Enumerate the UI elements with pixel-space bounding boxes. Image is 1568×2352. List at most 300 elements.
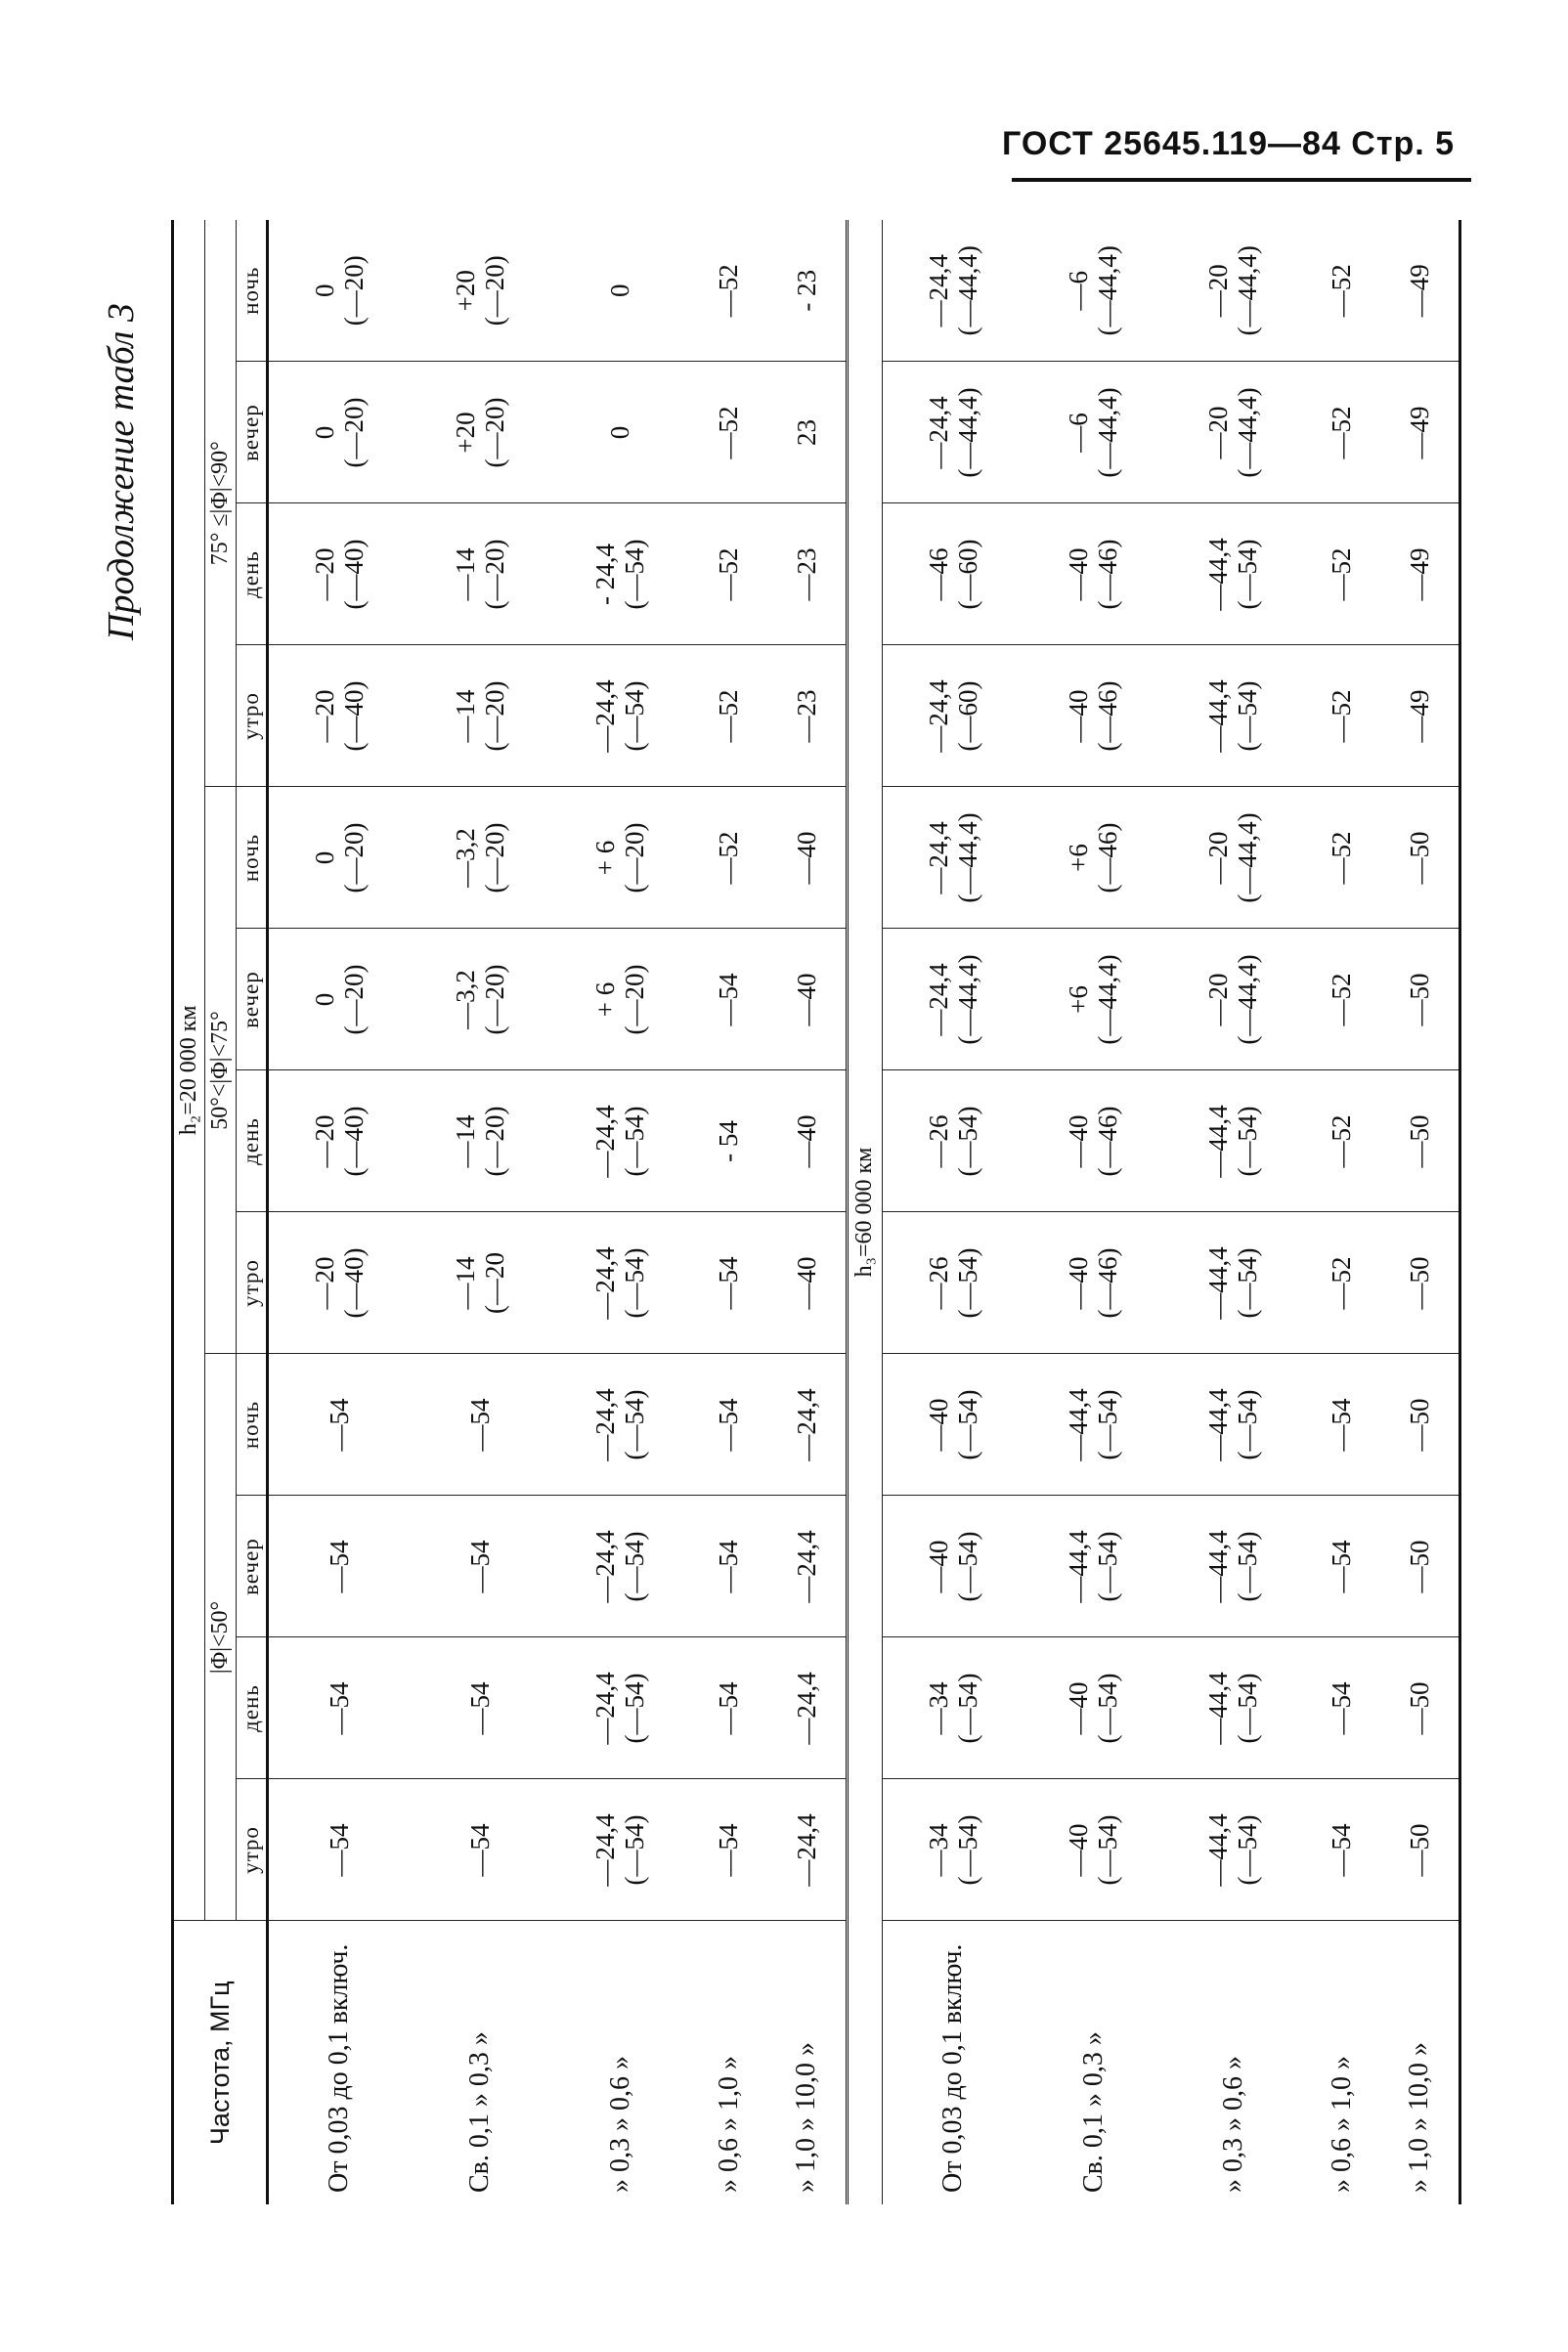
value-main: —54 — [324, 1681, 354, 1735]
value-main: —54 — [714, 1823, 744, 1877]
value-cell — [766, 220, 847, 362]
value-cell — [1024, 1212, 1163, 1354]
value-paren: (—40) — [339, 1247, 370, 1319]
value-main: - 54 — [714, 1120, 744, 1162]
value-paren: (—20) — [480, 680, 510, 752]
value-cell — [690, 362, 767, 503]
value-cell — [690, 1070, 767, 1212]
value-main: —40 — [791, 1114, 821, 1168]
value-main: + 6 — [590, 981, 621, 1018]
value-paren: (—40) — [339, 1106, 370, 1177]
value-main: —24,4 — [791, 1388, 821, 1461]
frequency-cell: » 0,3 » 0,6 » — [1217, 2056, 1248, 2193]
value-main: —54 — [714, 973, 744, 1026]
data-table — [171, 220, 1461, 2204]
value-main: —24,4 — [791, 1813, 821, 1887]
value-paren: (—44,4) — [952, 245, 982, 336]
value-cell — [1163, 503, 1303, 645]
value-main: —54 — [465, 1823, 496, 1877]
value-cell — [550, 929, 690, 1070]
value-main: 0 — [309, 992, 339, 1007]
value-cell — [550, 1212, 690, 1354]
value-paren: (—40) — [339, 680, 370, 752]
value-main: —54 — [1327, 1681, 1357, 1735]
value-cell — [550, 503, 690, 645]
value-cell — [411, 929, 550, 1070]
value-cell — [1163, 645, 1303, 787]
value-paren: (—54) — [620, 1106, 650, 1177]
value-cell — [1024, 929, 1163, 1070]
value-cell — [690, 787, 767, 929]
value-cell — [1303, 1212, 1380, 1354]
band-header-row — [204, 220, 236, 2204]
value-main: —24,4 — [923, 963, 953, 1036]
value-cell — [411, 787, 550, 929]
value-cell — [411, 1496, 550, 1637]
value-main: —6 — [1064, 271, 1094, 311]
value-paren: (—54) — [620, 1673, 650, 1744]
value-main: —44,4 — [1064, 1388, 1094, 1461]
value-main: —34 — [923, 1823, 953, 1877]
value-cell — [1163, 1212, 1303, 1354]
value-cell — [1380, 503, 1460, 645]
value-cell — [766, 1637, 847, 1779]
value-main: —46 — [923, 547, 953, 601]
value-main: —40 — [1064, 1114, 1094, 1168]
table-row — [1024, 220, 1163, 2204]
value-main: —54 — [324, 1823, 354, 1877]
value-main: —54 — [324, 1540, 354, 1593]
value-main: —50 — [1404, 1540, 1434, 1593]
page-header-text: ГОСТ 25645.119—84 Стр. 5 — [1002, 125, 1456, 162]
value-main: +20 — [450, 412, 480, 454]
value-main: —20 — [309, 547, 339, 601]
value-main: —50 — [1404, 1681, 1434, 1735]
value-main: —20 — [309, 1114, 339, 1168]
value-paren: (—40) — [339, 539, 370, 610]
value-main: —3,2 — [450, 828, 480, 888]
time-header: утро — [236, 1212, 267, 1354]
value-main: 0 — [309, 425, 339, 440]
value-main: —50 — [1404, 1398, 1434, 1452]
value-cell — [1163, 929, 1303, 1070]
value-cell — [1163, 787, 1303, 929]
value-paren: (—54) — [952, 1531, 982, 1602]
value-cell — [1024, 787, 1163, 929]
value-main: —40 — [791, 973, 821, 1026]
value-main: —14 — [450, 1256, 480, 1310]
value-cell — [550, 787, 690, 929]
value-main: —40 — [1064, 1823, 1094, 1877]
value-paren: (—54) — [620, 680, 650, 752]
value-main: —14 — [450, 1114, 480, 1168]
value-cell — [1303, 1496, 1380, 1637]
value-cell — [766, 1496, 847, 1637]
table-row — [882, 220, 1023, 2204]
time-header: день — [236, 1637, 267, 1779]
value-main: 23 — [791, 419, 821, 446]
frequency-cell: » 0,6 » 1,0 » — [713, 2056, 744, 2193]
value-cell — [267, 220, 411, 362]
value-cell — [690, 929, 767, 1070]
value-main: —52 — [714, 689, 744, 743]
value-main: —54 — [465, 1540, 496, 1593]
value-cell — [1303, 1354, 1380, 1496]
value-paren: (—54) — [620, 1389, 650, 1460]
time-header: вечер — [236, 362, 267, 503]
value-main: —50 — [1404, 1256, 1434, 1310]
value-main: —40 — [1064, 1681, 1094, 1735]
value-main: —54 — [714, 1540, 744, 1593]
frequency-cell: » 0,6 » 1,0 » — [1326, 2056, 1357, 2193]
value-main: —20 — [1203, 264, 1234, 318]
value-main: —6 — [1064, 413, 1094, 453]
value-cell — [766, 362, 847, 503]
value-main: —54 — [1327, 1398, 1357, 1452]
value-cell — [882, 1070, 1023, 1212]
value-paren: (—44,4) — [1093, 954, 1123, 1045]
value-cell — [766, 929, 847, 1070]
value-paren: (—20) — [480, 964, 510, 1035]
value-paren: (—54) — [1233, 680, 1263, 752]
value-main: —52 — [1327, 831, 1357, 885]
value-main: +6 — [1064, 844, 1094, 872]
value-cell — [550, 1070, 690, 1212]
table-body — [267, 220, 1460, 2204]
value-cell — [411, 645, 550, 787]
value-paren: (—60) — [952, 539, 982, 610]
value-main: —40 — [1064, 547, 1094, 601]
value-cell — [267, 1212, 411, 1354]
value-main: —40 — [1064, 689, 1094, 743]
value-main: —54 — [714, 1398, 744, 1452]
value-cell — [882, 1779, 1023, 1921]
value-main: —52 — [714, 547, 744, 601]
header-rule — [1012, 178, 1471, 182]
value-main: —24,4 — [791, 1672, 821, 1745]
value-main: —24,4 — [923, 396, 953, 469]
value-main: —44,4 — [1203, 1105, 1234, 1178]
time-header: вечер — [236, 1496, 267, 1637]
value-cell — [1380, 1212, 1460, 1354]
value-paren: (—44,4) — [1233, 812, 1263, 903]
value-main: —20 — [1203, 406, 1234, 459]
value-cell — [882, 220, 1023, 362]
time-header: ночь — [236, 220, 267, 362]
value-main: —40 — [923, 1540, 953, 1593]
value-main: —20 — [1203, 973, 1234, 1026]
value-cell — [550, 1637, 690, 1779]
value-cell — [1024, 220, 1163, 362]
value-paren: (—54) — [1233, 1814, 1263, 1886]
time-header: утро — [236, 1779, 267, 1921]
value-cell — [1303, 1637, 1380, 1779]
time-header: день — [236, 503, 267, 645]
table-row — [550, 220, 690, 2204]
time-header: утро — [236, 645, 267, 787]
value-cell — [690, 1212, 767, 1354]
value-cell — [411, 362, 550, 503]
section-title-row — [847, 220, 882, 2204]
value-cell — [267, 503, 411, 645]
value-main: —24,4 — [791, 1530, 821, 1603]
value-cell — [1303, 1779, 1380, 1921]
value-cell — [1303, 929, 1380, 1070]
value-main: —23 — [791, 547, 821, 601]
value-paren: (—54) — [1093, 1673, 1123, 1744]
value-cell — [267, 1070, 411, 1212]
value-paren: (—44,4) — [1233, 954, 1263, 1045]
value-cell — [1024, 1070, 1163, 1212]
value-main: —24,4 — [923, 679, 953, 753]
value-paren: (—20) — [620, 822, 650, 893]
value-main: —24,4 — [590, 1530, 621, 1603]
section-title: h₂=20 000 км — [173, 220, 205, 1921]
value-cell — [882, 362, 1023, 503]
section-title: h₃=60 000 км — [847, 220, 882, 2204]
value-main: —49 — [1404, 689, 1434, 743]
value-cell — [690, 1779, 767, 1921]
value-cell — [411, 1637, 550, 1779]
value-paren: (—54) — [1093, 1531, 1123, 1602]
value-cell — [1163, 1496, 1303, 1637]
value-main: —44,4 — [1203, 1530, 1234, 1603]
value-cell — [267, 1779, 411, 1921]
value-main: —34 — [923, 1681, 953, 1735]
value-paren: (—54) — [1233, 1673, 1263, 1744]
value-main: 0 — [605, 425, 635, 440]
value-main: —54 — [714, 1256, 744, 1310]
value-paren: (—20) — [480, 397, 510, 468]
value-cell — [766, 1070, 847, 1212]
value-cell — [690, 1637, 767, 1779]
value-cell — [882, 645, 1023, 787]
time-header: вечер — [236, 929, 267, 1070]
band-header: |Φ|<50° — [204, 1354, 236, 1921]
value-main: —50 — [1404, 1114, 1434, 1168]
value-cell — [267, 929, 411, 1070]
value-cell — [267, 787, 411, 929]
page-header — [1002, 125, 1471, 194]
value-cell — [411, 1212, 550, 1354]
table-row — [766, 220, 847, 2204]
value-cell — [1380, 645, 1460, 787]
frequency-cell: » 1,0 » 10,0 » — [790, 2042, 821, 2193]
time-header: день — [236, 1070, 267, 1212]
value-paren: (—54) — [1093, 1814, 1123, 1886]
value-cell — [267, 1496, 411, 1637]
value-cell — [766, 1212, 847, 1354]
value-paren: (—44,4) — [1233, 245, 1263, 336]
value-paren: (—54) — [620, 539, 650, 610]
value-main: —54 — [465, 1681, 496, 1735]
value-cell — [1380, 1637, 1460, 1779]
value-main: —24,4 — [590, 679, 621, 753]
value-paren: (—44,4) — [952, 954, 982, 1045]
value-paren: (—20) — [480, 539, 510, 610]
value-cell — [1303, 362, 1380, 503]
value-main: —44,4 — [1203, 538, 1234, 611]
value-cell — [411, 1070, 550, 1212]
value-paren: (—54) — [1233, 1531, 1263, 1602]
value-paren: (—54) — [1233, 1247, 1263, 1319]
value-main: —24,4 — [590, 1672, 621, 1745]
frequency-cell: » 1,0 » 10,0 » — [1380, 1921, 1460, 2204]
value-paren: (—20) — [620, 964, 650, 1035]
value-main: —24,4 — [590, 1813, 621, 1887]
value-cell — [550, 1496, 690, 1637]
value-main: —52 — [714, 264, 744, 318]
value-paren: (—44,4) — [1233, 387, 1263, 478]
band-header: 50°<|Φ|<75° — [204, 787, 236, 1354]
value-main: —44,4 — [1203, 1813, 1234, 1887]
value-main: —44,4 — [1064, 1530, 1094, 1603]
value-paren: (—54) — [952, 1673, 982, 1744]
value-paren: (—46) — [1093, 539, 1123, 610]
value-cell — [1163, 220, 1303, 362]
value-cell — [267, 645, 411, 787]
value-main: —23 — [791, 689, 821, 743]
value-paren: (—20) — [480, 255, 510, 327]
value-paren: (—44,4) — [1093, 387, 1123, 478]
value-main: —26 — [923, 1114, 953, 1168]
value-cell — [882, 1637, 1023, 1779]
value-paren: (—20) — [339, 397, 370, 468]
value-main: —52 — [714, 406, 744, 459]
value-main: —54 — [465, 1398, 496, 1452]
value-paren: (—54) — [1093, 1389, 1123, 1460]
value-cell — [1380, 1354, 1460, 1496]
value-paren: (—44,4) — [1093, 245, 1123, 336]
value-cell — [411, 1779, 550, 1921]
value-paren: (—54) — [952, 1106, 982, 1177]
value-cell — [766, 787, 847, 929]
value-main: —24,4 — [923, 254, 953, 327]
table-row — [1163, 220, 1303, 2204]
value-main: —52 — [1327, 406, 1357, 459]
value-cell — [550, 1354, 690, 1496]
value-main: —44,4 — [1203, 1388, 1234, 1461]
value-paren: (—20 — [480, 1252, 510, 1314]
value-cell — [766, 1354, 847, 1496]
value-main: —20 — [309, 1256, 339, 1310]
value-cell — [1380, 1496, 1460, 1637]
value-main: —40 — [791, 1256, 821, 1310]
time-header: ночь — [236, 787, 267, 929]
value-cell — [1163, 362, 1303, 503]
value-paren: (—54) — [1233, 1389, 1263, 1460]
value-cell — [1303, 1070, 1380, 1212]
value-paren: (—20) — [339, 255, 370, 327]
value-main: —24,4 — [590, 1246, 621, 1320]
value-cell — [1163, 1779, 1303, 1921]
table-row — [267, 220, 411, 2204]
value-cell — [690, 1496, 767, 1637]
value-cell — [1024, 645, 1163, 787]
value-main: +6 — [1064, 985, 1094, 1014]
value-main: - 23 — [791, 269, 821, 312]
value-main: —52 — [714, 831, 744, 885]
value-paren: (—60) — [952, 680, 982, 752]
value-cell — [1024, 1779, 1163, 1921]
value-paren: (—46) — [1093, 1247, 1123, 1319]
value-cell — [1163, 1070, 1303, 1212]
value-paren: (—46) — [1093, 1106, 1123, 1177]
value-main: —52 — [1327, 264, 1357, 318]
value-cell — [411, 220, 550, 362]
value-cell — [690, 503, 767, 645]
value-cell — [882, 787, 1023, 929]
value-cell — [550, 362, 690, 503]
value-main: —52 — [1327, 973, 1357, 1026]
value-main: —44,4 — [1203, 1246, 1234, 1320]
value-paren: (—20) — [480, 822, 510, 893]
value-main: —40 — [923, 1398, 953, 1452]
value-main: —49 — [1404, 406, 1434, 459]
value-main: —49 — [1404, 547, 1434, 601]
value-main: +20 — [450, 270, 480, 312]
value-paren: (—54) — [952, 1389, 982, 1460]
value-paren: (—46) — [1093, 680, 1123, 752]
value-cell — [1380, 1070, 1460, 1212]
value-main: —52 — [1327, 1114, 1357, 1168]
value-paren: (—54) — [620, 1531, 650, 1602]
frequency-cell: Св. 0,1 » 0,3 » — [464, 2031, 496, 2193]
value-cell — [1163, 1354, 1303, 1496]
value-main: —20 — [1203, 831, 1234, 885]
value-cell — [1380, 929, 1460, 1070]
value-cell — [1024, 503, 1163, 645]
value-cell — [766, 503, 847, 645]
value-cell — [690, 1354, 767, 1496]
value-cell — [550, 220, 690, 362]
band-header: 75° ≤|Φ|<90° — [204, 220, 236, 787]
frequency-cell: От 0,03 до 0,1 включ. — [937, 1943, 969, 2193]
value-main: —54 — [714, 1681, 744, 1735]
value-main: - 24,4 — [590, 544, 621, 605]
value-main: —52 — [1327, 1256, 1357, 1310]
value-main: —26 — [923, 1256, 953, 1310]
value-cell — [1303, 645, 1380, 787]
value-main: 0 — [309, 850, 339, 865]
value-cell — [882, 1496, 1023, 1637]
frequency-cell: От 0,03 до 0,1 включ. — [267, 1921, 411, 2204]
value-cell — [690, 220, 767, 362]
value-paren: (—54) — [952, 1814, 982, 1886]
value-paren: (—54) — [620, 1247, 650, 1319]
value-main: —24,4 — [590, 1388, 621, 1461]
value-main: —44,4 — [1203, 1672, 1234, 1745]
value-cell — [766, 645, 847, 787]
value-main: —50 — [1404, 1823, 1434, 1877]
value-cell — [1024, 1496, 1163, 1637]
section-title-row — [173, 220, 205, 2204]
value-cell — [550, 1779, 690, 1921]
value-cell — [1380, 362, 1460, 503]
value-main: —40 — [1064, 1256, 1094, 1310]
value-main: —50 — [1404, 973, 1434, 1026]
value-paren: (—54) — [1233, 539, 1263, 610]
value-main: —3,2 — [450, 970, 480, 1029]
value-cell — [882, 929, 1023, 1070]
value-cell — [1024, 1637, 1163, 1779]
value-main: —40 — [791, 831, 821, 885]
value-main: —54 — [1327, 1823, 1357, 1877]
table-row — [1303, 220, 1380, 2204]
value-cell — [766, 1779, 847, 1921]
value-main: —20 — [309, 689, 339, 743]
value-paren: (—44,4) — [952, 387, 982, 478]
